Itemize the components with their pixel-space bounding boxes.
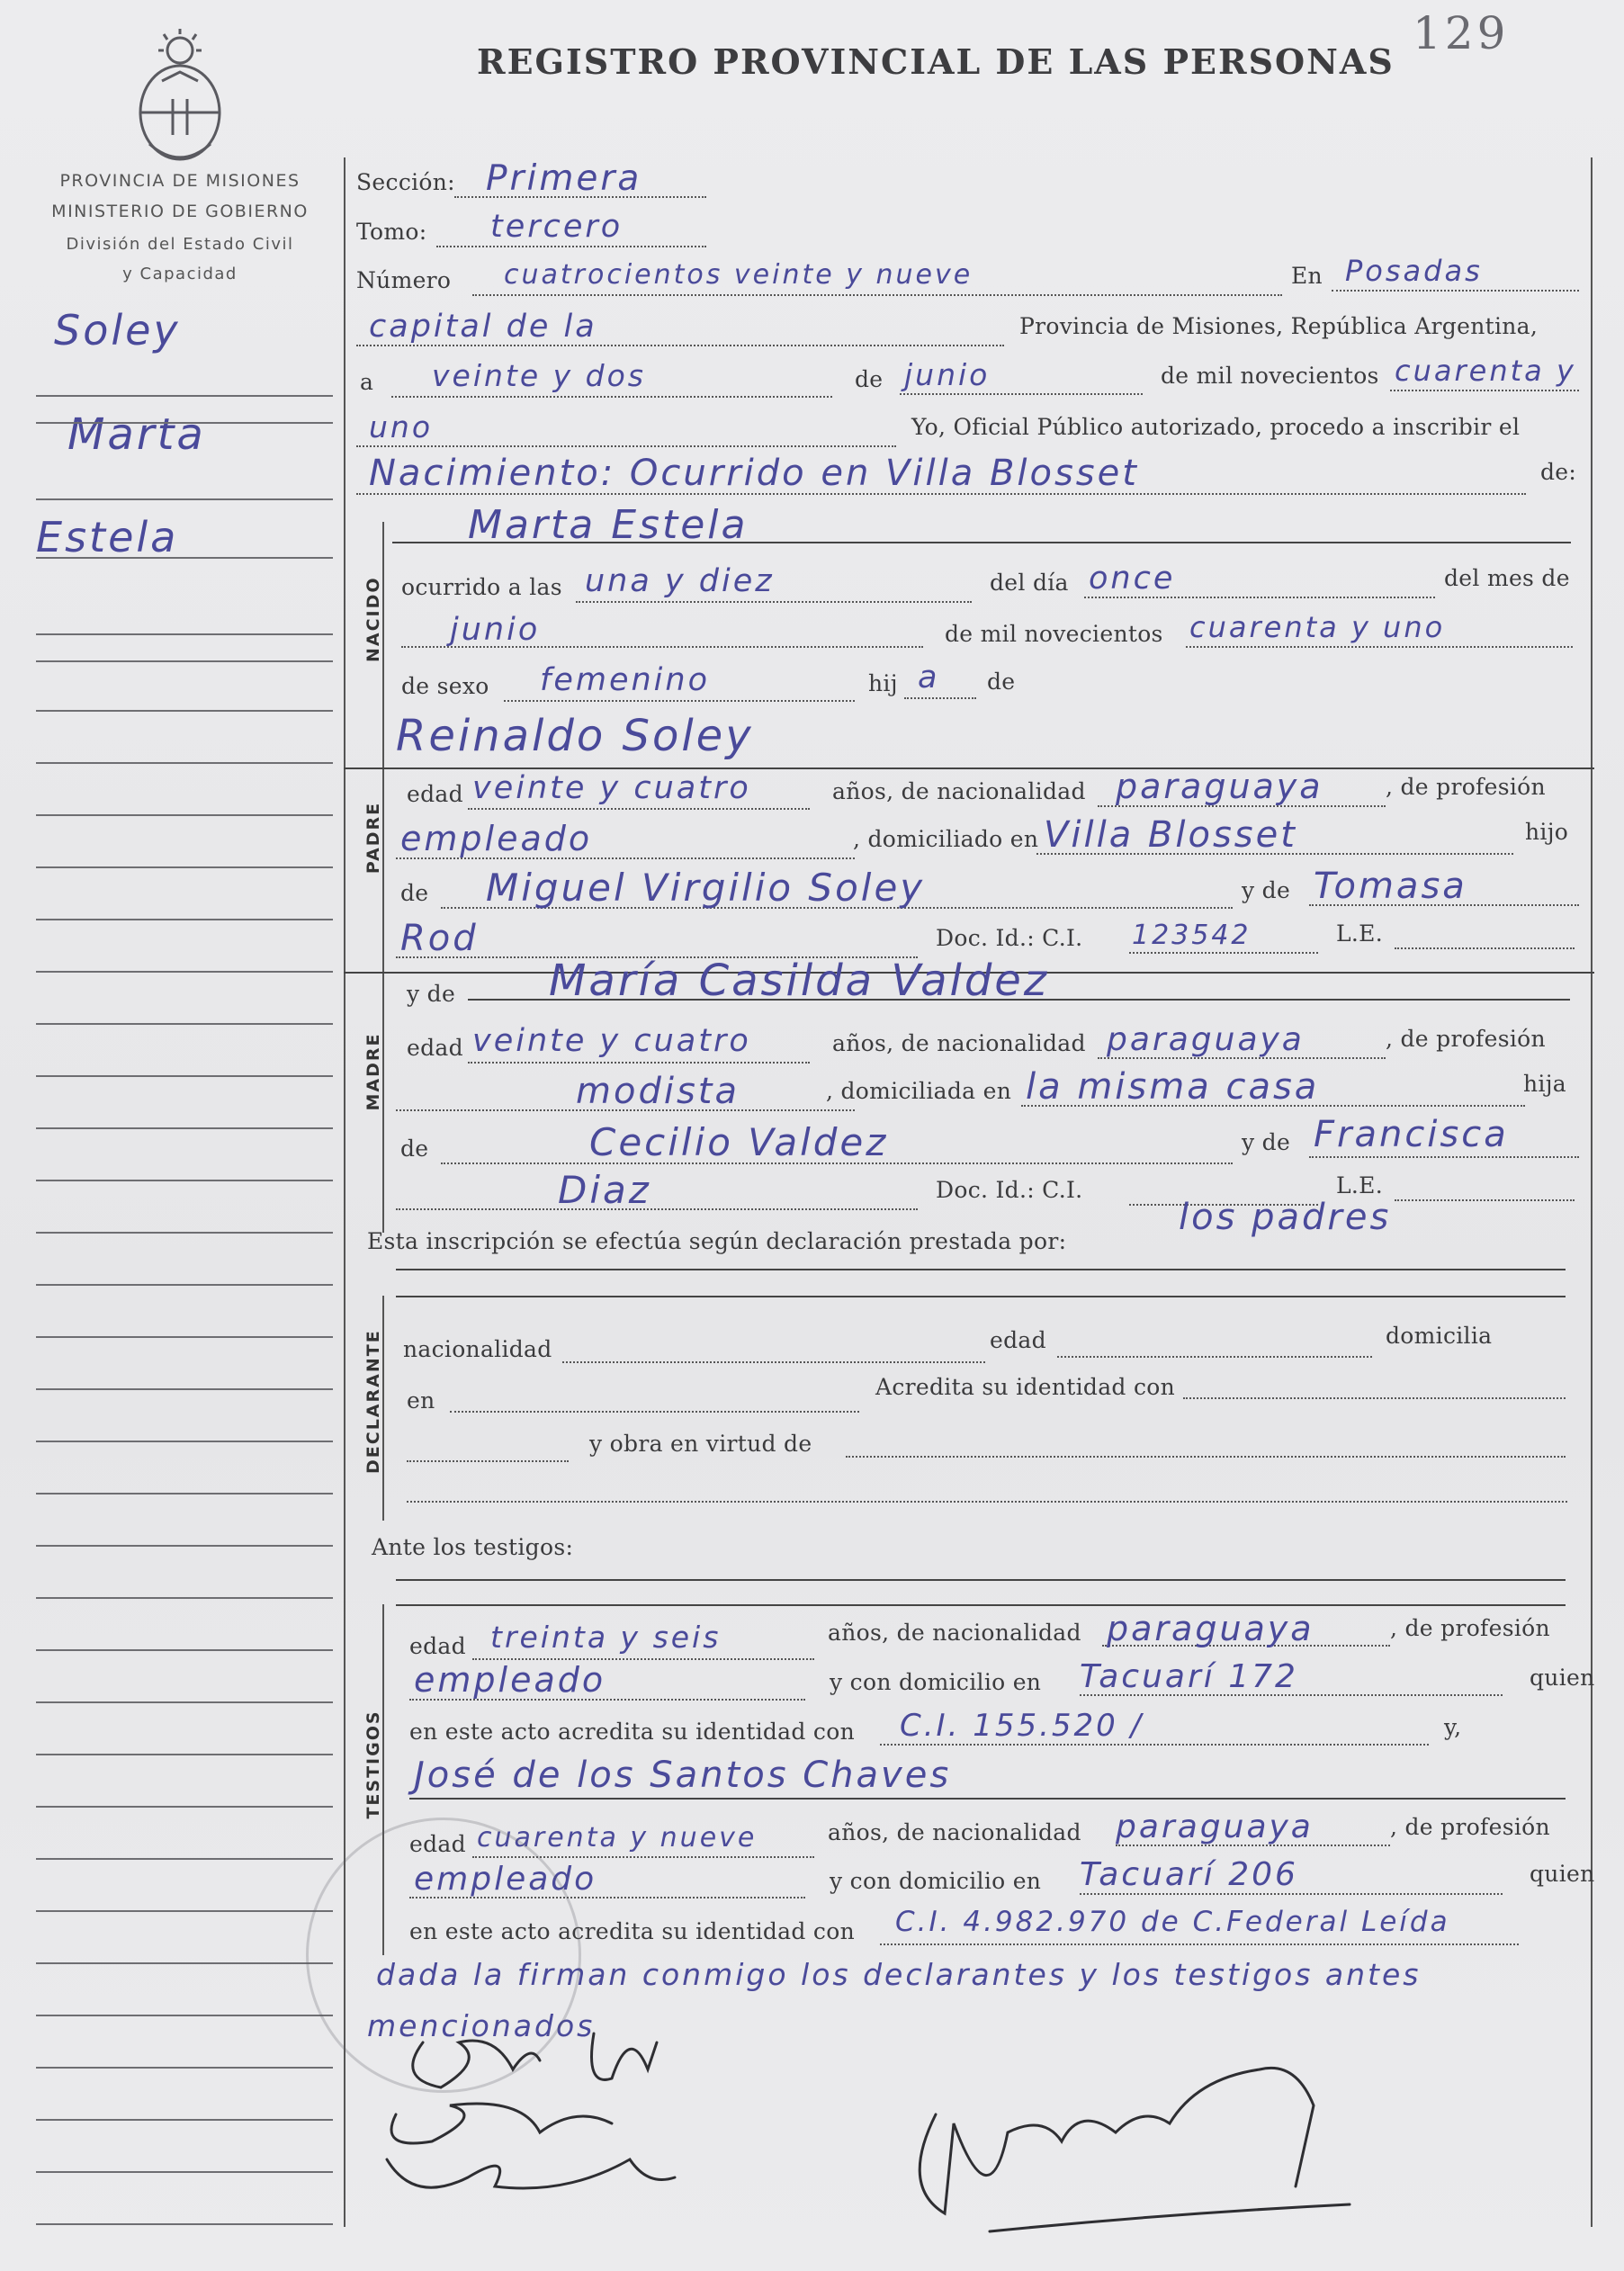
abuela-paterna-2: Rod bbox=[400, 918, 479, 959]
frame-right-rule bbox=[1591, 157, 1593, 2227]
closing-line-1: dada la firman conmigo los declarantes y los testigos antes bbox=[376, 1957, 1422, 1992]
dia-value: once bbox=[1089, 561, 1176, 597]
padre-edad-value: veinte y cuatro bbox=[472, 770, 751, 806]
mil-label: de mil novecientos bbox=[1161, 363, 1379, 389]
madre-doc-label: Doc. Id.: C.I. bbox=[936, 1177, 1083, 1203]
hora-value: una y diez bbox=[585, 563, 775, 599]
declaracion-value: los padres bbox=[1179, 1197, 1392, 1238]
declaracion-label: Esta inscripción se efectúa según declaración prestada por: bbox=[367, 1228, 1067, 1254]
madre-dom-label: , domiciliada en bbox=[826, 1078, 1012, 1104]
margin-name-2: Estela bbox=[36, 513, 179, 561]
declarante-edad-label: edad bbox=[990, 1327, 1046, 1353]
padre-hijo-label: hijo bbox=[1525, 819, 1569, 845]
padre-de-label: de bbox=[400, 880, 429, 906]
padre-nac-value: paraguaya bbox=[1116, 767, 1323, 806]
en-value: Posadas bbox=[1345, 254, 1483, 288]
abuela-paterna: Tomasa bbox=[1314, 866, 1467, 907]
oficial-label: Yo, Oficial Público autorizado, procedo a inscribir el bbox=[911, 414, 1521, 440]
t2-edad-value: cuarenta y nueve bbox=[477, 1822, 758, 1854]
fecha-dia-value: veinte y dos bbox=[432, 358, 646, 393]
t1-acredita-value: C.I. 155.520 / bbox=[900, 1708, 1144, 1744]
abuela-materna-2: Diaz bbox=[558, 1168, 651, 1212]
mes-label: del mes de bbox=[1444, 565, 1570, 591]
abuelo-paterno: Miguel Virgilio Soley bbox=[486, 866, 926, 910]
page-title: REGISTRO PROVINCIAL DE LAS PERSONAS bbox=[477, 41, 1395, 82]
agency-line-4: y Capacidad bbox=[122, 265, 238, 283]
madre-y-de-label-2: y de bbox=[1242, 1129, 1291, 1155]
declarante-dom-label: domicilia bbox=[1386, 1323, 1493, 1349]
t1-name: José de los Santos Chaves bbox=[414, 1755, 952, 1796]
madre-hija-label: hija bbox=[1523, 1071, 1566, 1097]
dia-label: del día bbox=[990, 570, 1069, 596]
a-label: a bbox=[360, 369, 374, 395]
nacido-anio-value: cuarenta y uno bbox=[1189, 610, 1446, 644]
madre-edad-value: veinte y cuatro bbox=[472, 1023, 751, 1059]
section-padre: PADRE bbox=[363, 801, 383, 875]
mes-value: junio bbox=[450, 612, 541, 648]
t1-prof-value: empleado bbox=[414, 1660, 606, 1700]
seccion-value: Primera bbox=[486, 158, 642, 199]
padre-name: Reinaldo Soley bbox=[396, 711, 754, 761]
madre-prof-value: modista bbox=[576, 1071, 740, 1112]
padre-prof-label: , de profesión bbox=[1386, 774, 1546, 800]
provincia-label: Provincia de Misiones, República Argentina, bbox=[1019, 313, 1539, 339]
t2-edad-label: edad bbox=[409, 1831, 466, 1857]
padre-le-label: L.E. bbox=[1336, 920, 1383, 947]
t1-quien-label: quien bbox=[1530, 1665, 1595, 1691]
t2-nac-value: paraguaya bbox=[1116, 1809, 1314, 1845]
anio-value: cuarenta y bbox=[1395, 354, 1576, 388]
t2-nac-label: años, de nacionalidad bbox=[828, 1819, 1081, 1845]
padre-nac-label: años, de nacionalidad bbox=[832, 778, 1086, 804]
coat-of-arms-icon bbox=[126, 27, 234, 171]
madre-nac-value: paraguaya bbox=[1107, 1021, 1305, 1058]
t1-nac-label: años, de nacionalidad bbox=[828, 1620, 1081, 1646]
section-testigos: TESTIGOS bbox=[363, 1710, 383, 1819]
hora-label: ocurrido a las bbox=[401, 574, 562, 600]
signature-father bbox=[413, 2041, 540, 2087]
page-number: 129 bbox=[1413, 7, 1510, 59]
declarante-en-label: en bbox=[407, 1387, 435, 1414]
de-suffix-label: de: bbox=[1540, 459, 1577, 485]
t1-prof-label: , de profesión bbox=[1390, 1615, 1550, 1641]
section-madre: MADRE bbox=[363, 1032, 383, 1111]
padre-doc-value: 123542 bbox=[1132, 920, 1252, 951]
t2-acredita-value: C.I. 4.982.970 de C.Federal Leída bbox=[895, 1906, 1450, 1938]
hij-label: hij bbox=[868, 670, 898, 696]
numero-value: cuatrocientos veinte y nueve bbox=[504, 259, 974, 291]
t2-prof-label: , de profesión bbox=[1390, 1814, 1550, 1840]
agency-line-1: PROVINCIA DE MISIONES bbox=[59, 171, 301, 191]
t1-nac-value: paraguaya bbox=[1107, 1609, 1314, 1648]
padre-doc-label: Doc. Id.: C.I. bbox=[936, 925, 1083, 951]
padre-prof-value: empleado bbox=[400, 819, 593, 858]
t2-quien-label: quien bbox=[1530, 1861, 1595, 1887]
tomo-label: Tomo: bbox=[356, 219, 427, 245]
signature-official bbox=[920, 2068, 1314, 2213]
margin-ruled-lines bbox=[36, 288, 342, 2249]
padre-dom-label: , domiciliado en bbox=[853, 826, 1039, 852]
hij-de-label: de bbox=[987, 669, 1016, 695]
declarante-obra-label: y obra en virtud de bbox=[589, 1431, 812, 1457]
madre-dom-value: la misma casa bbox=[1026, 1066, 1320, 1108]
declarante-acredita-label: Acredita su identidad con bbox=[875, 1374, 1176, 1400]
acto-value: Nacimiento: Ocurrido en Villa Blosset bbox=[369, 453, 1139, 494]
t2-acredita-label: en este acto acredita su identidad con bbox=[409, 1918, 855, 1944]
tomo-value: tercero bbox=[490, 209, 624, 245]
margin-surname: Soley bbox=[54, 306, 181, 355]
margin-name-1: Marta bbox=[67, 409, 206, 460]
section-nacido: NACIDO bbox=[363, 576, 383, 662]
numero-label: Número bbox=[356, 267, 452, 293]
madre-nac-label: años, de nacionalidad bbox=[832, 1030, 1086, 1056]
sexo-label: de sexo bbox=[401, 673, 489, 699]
sexo-value: femenino bbox=[540, 662, 710, 698]
fecha-mes-value: junio bbox=[904, 357, 991, 392]
t2-prof-value: empleado bbox=[414, 1861, 597, 1898]
testigos-ante-label: Ante los testigos: bbox=[372, 1534, 574, 1560]
madre-name: María Casilda Valdez bbox=[549, 956, 1050, 1006]
section-declarante: DECLARANTE bbox=[363, 1329, 383, 1474]
abuela-materna: Francisca bbox=[1314, 1114, 1509, 1155]
nacido-mil-label: de mil novecientos bbox=[945, 621, 1163, 647]
t2-dom-value: Tacuarí 206 bbox=[1080, 1856, 1298, 1893]
t1-acredita-label: en este acto acredita su identidad con bbox=[409, 1719, 855, 1745]
closing-line-2: mencionados bbox=[367, 2008, 596, 2043]
en-label: En bbox=[1291, 263, 1323, 289]
seccion-label: Sección: bbox=[356, 169, 455, 195]
signatures bbox=[360, 2006, 1557, 2240]
nacido-name: Marta Estela bbox=[468, 502, 749, 548]
signature-witness-1 bbox=[387, 2159, 675, 2188]
t1-y-label: y, bbox=[1444, 1714, 1462, 1740]
de-label: de bbox=[855, 366, 884, 392]
padre-edad-label: edad bbox=[407, 781, 463, 807]
t1-dom-label: y con domicilio en bbox=[830, 1669, 1042, 1695]
madre-y-de-label: y de bbox=[407, 981, 456, 1007]
t1-edad-value: treinta y seis bbox=[490, 1620, 722, 1655]
abuelo-materno: Cecilio Valdez bbox=[589, 1120, 889, 1164]
padre-y-de-label: y de bbox=[1242, 877, 1291, 903]
signature-mother bbox=[391, 2104, 612, 2143]
hij-value: a bbox=[918, 660, 940, 696]
t1-dom-value: Tacuarí 172 bbox=[1080, 1658, 1298, 1695]
madre-edad-label: edad bbox=[407, 1035, 463, 1061]
t1-edad-label: edad bbox=[409, 1633, 466, 1659]
madre-le-label: L.E. bbox=[1336, 1172, 1383, 1198]
padre-dom-value: Villa Blosset bbox=[1044, 814, 1297, 856]
agency-line-2: MINISTERIO DE GOBIERNO bbox=[51, 202, 309, 221]
t2-dom-label: y con domicilio en bbox=[830, 1868, 1042, 1894]
declarante-nac-label: nacionalidad bbox=[403, 1336, 552, 1362]
capital-value: capital de la bbox=[369, 309, 597, 345]
anio-value-2: uno bbox=[369, 409, 434, 444]
madre-de-label: de bbox=[400, 1136, 429, 1162]
agency-line-3: División del Estado Civil bbox=[66, 235, 294, 254]
madre-prof-label: , de profesión bbox=[1386, 1026, 1546, 1052]
